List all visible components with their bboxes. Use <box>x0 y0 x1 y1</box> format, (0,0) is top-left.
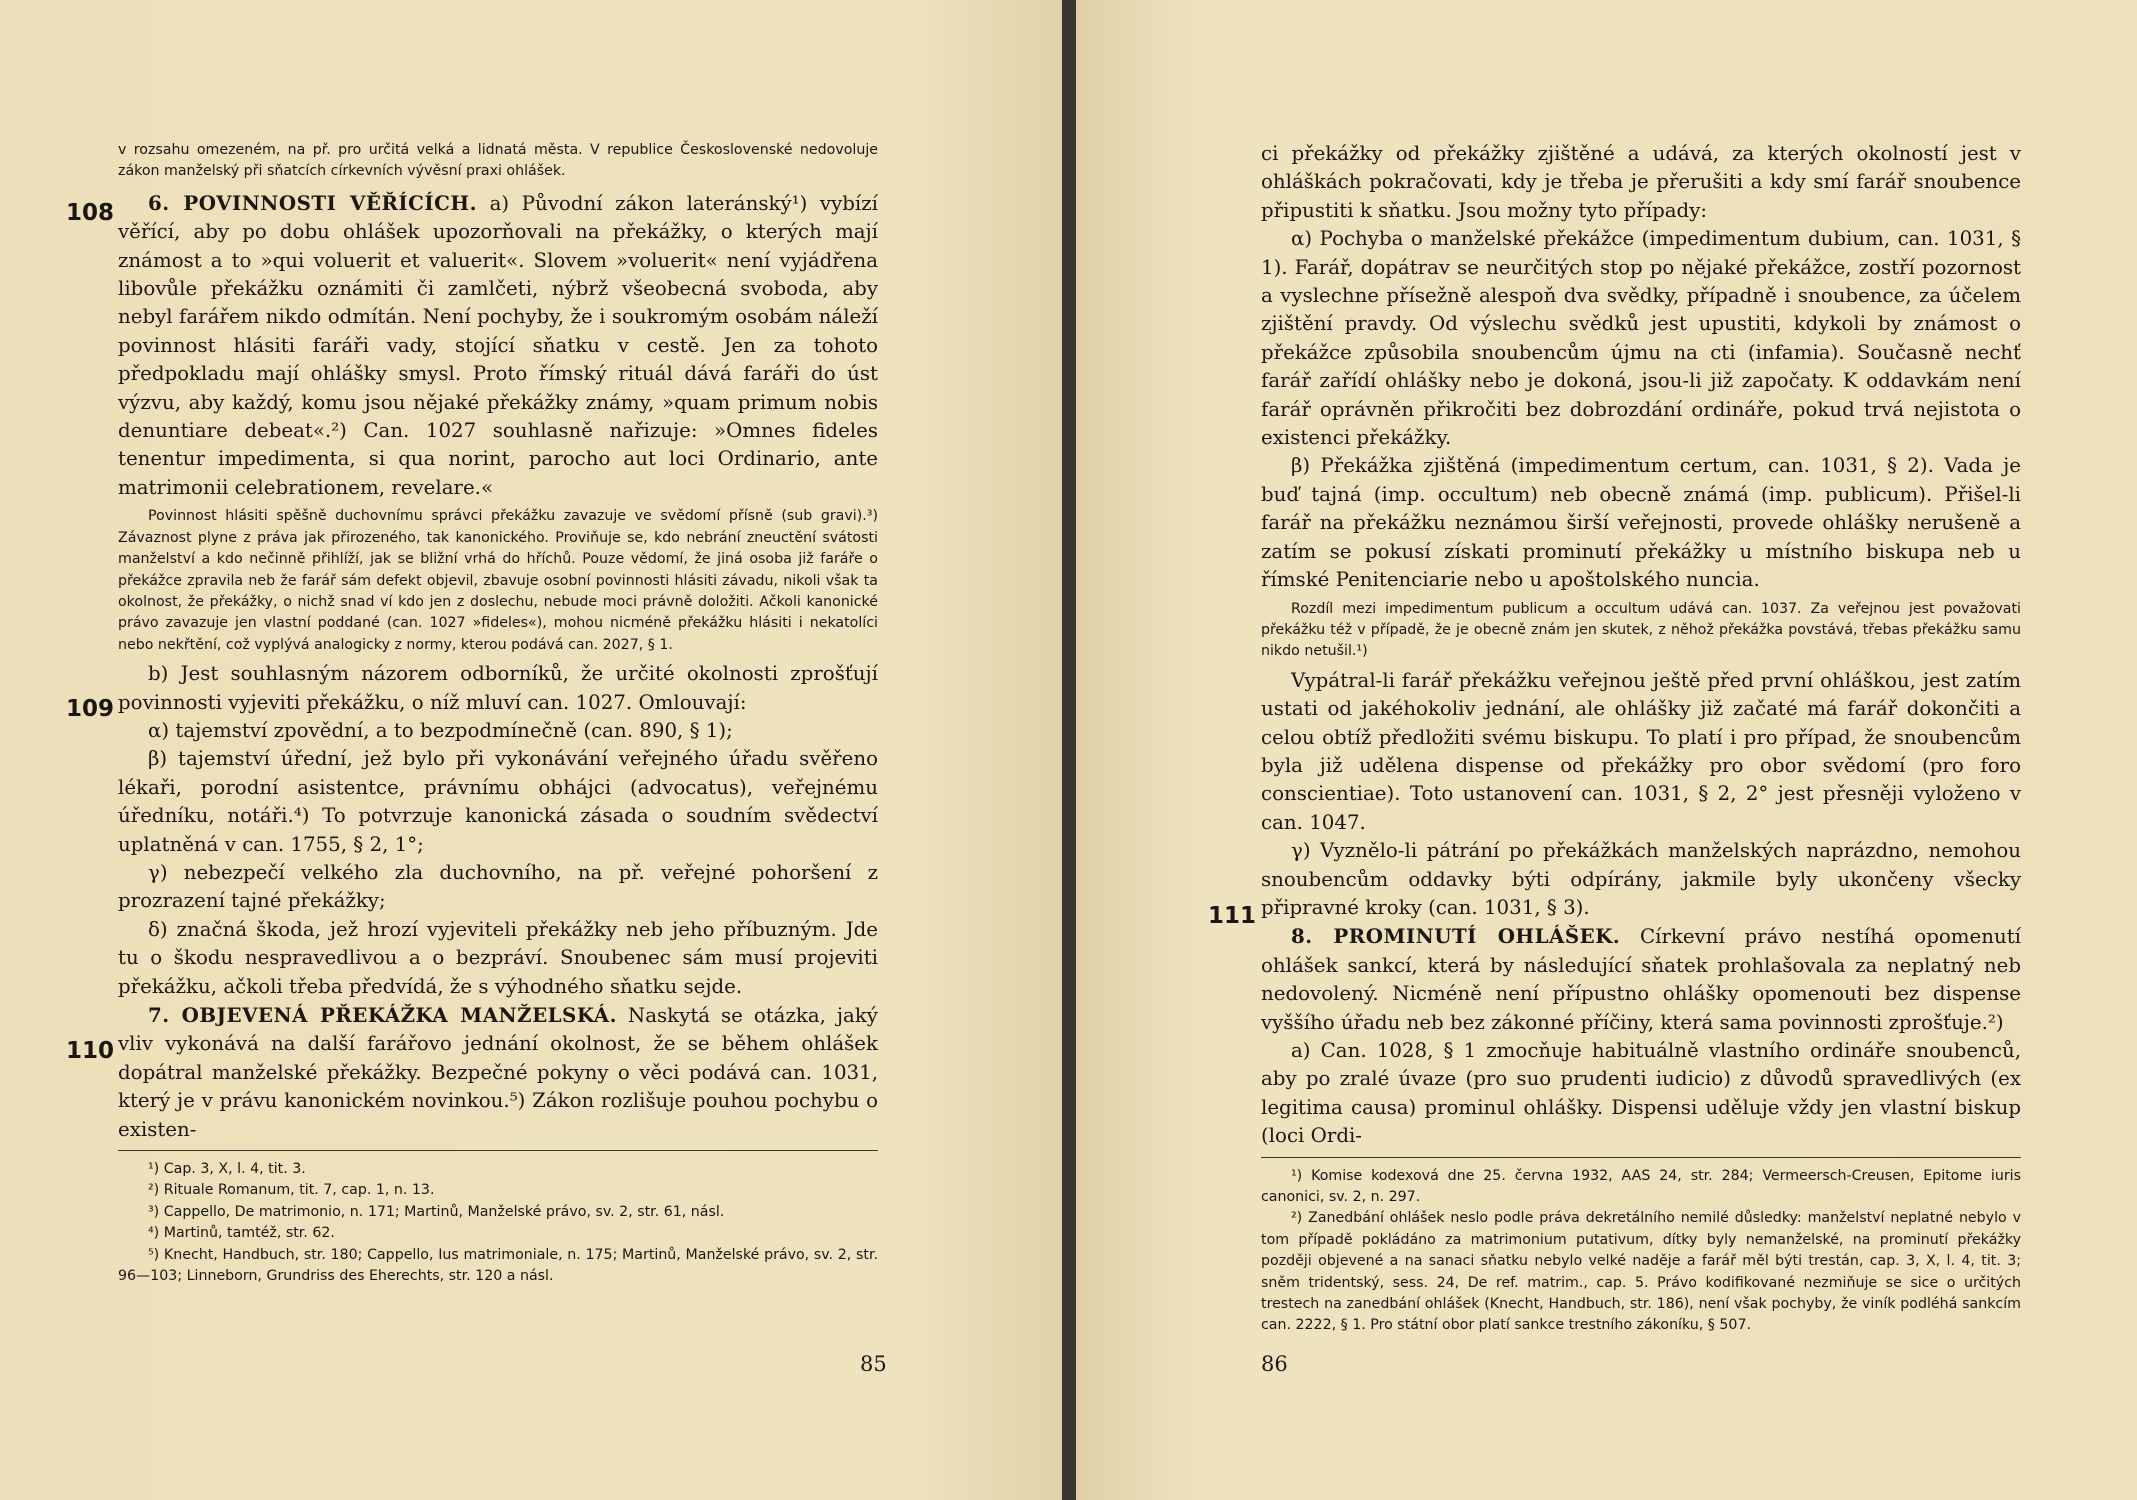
book-gutter <box>1062 0 1076 1500</box>
right-text-column <box>1261 140 2021 1337</box>
section-8a-paragraph: a) Can. 1028, § 1 zmocňuje habituálně vlastního ordináře snoubenců, aby po zralé úvaze (pro suo prudenti iudicio) z důvodů spravedlivých (ex legitima causa) prominul ohlášky. Dispensi uděluje vždy jen vlastní biskup (loci Ordi- <box>1261 1039 2021 1148</box>
intro-paragraph: v rozsahu omezeném, na př. pro určitá velká a lidnatá města. V republice Československé nedovoluje zákon manželský při sňatcích církevních vývěsní praxi ohlášek. <box>118 142 878 180</box>
section-6-paragraph <box>118 189 878 502</box>
paragraph-public-impediment: Vypátral-li farář překážku veřejnou ještě před první ohláškou, jest zatím ustati od jakéhokoliv jednání, ale ohlášky již začaté má farář dokončiti a celou obtíž předložiti svému biskupu. To platí i pro případ, že snoubencům byla již udělena dispense od překážky pro obor svědomí (pro foro conscientiae). Toto ustanovení can. 1031, § 2, 2° jest přesněji vyloženo v can. 1047. <box>1261 668 2021 834</box>
section-7-text: Naskytá se otázka, jaký vliv vykonává na další farářovo jednání okolnost, že se během ohlášek dopátral manželské překážky. Bezpečné pokyny o věci podává can. 1031, který je v právu kanonickém novinkou.⁵) Zákon rozlišuje pouhou pochybu o existen- <box>118 1004 878 1141</box>
footnote-4: ⁴) Martinů, tamtéž, str. 62. <box>148 1225 335 1242</box>
left-page <box>0 0 1062 1500</box>
left-text-column <box>118 140 878 1287</box>
continuation-paragraph: ci překážky od překážky zjištěné a udává, za kterých okolností jest v ohláškách pokračovati, kdy je třeba je přerušiti a kdy smí farář snoubence připustiti k sňatku. Jsou možny tyto případy: <box>1261 142 2021 222</box>
right-small-print: Rozdíl mezi impedimentum publicum a occultum udává can. 1037. Za veřejnou jest považovati překážku též v případě, že je obecně znám jen skutek, z něhož překážka povstává, třebas překážku samu nikdo netušil.¹) <box>1261 600 2021 660</box>
footnote-right-1: ¹) Komise kodexová dne 25. června 1932, AAS 24, str. 284; Vermeersch-Creusen, Epitome iuris canonici, sv. 2, n. 297. <box>1261 1167 2021 1206</box>
right-page <box>1076 0 2137 1500</box>
margin-number-111: 111 <box>1208 903 1257 929</box>
footnote-1: ¹) Cap. 3, X, l. 4, tit. 3. <box>148 1161 306 1178</box>
footnote-rule-right <box>1261 1157 2021 1158</box>
list-item-gamma: γ) nebezpečí velkého zla duchovního, na př. veřejné pohoršení z prozrazení tajné překážky; <box>118 860 878 913</box>
case-alpha-paragraph: α) Pochyba o manželské překážce (impedimentum dubium, can. 1031, § 1). Farář, dopátrav se neurčitých stop po nějaké překážce, zostří pozornost a vyslechne přísežně alespoň dva svědky, případně i snoubence, za účelem zjištění pravdy. Od výslechu svědků jest upustiti, kdykoli by známost o překážce způsobila snoubencům újmu na cti (infamia). Současně nechť farář zařídí ohlášky nebo je dokoná, jsou-li již započaty. K oddavkám není farář oprávněn přikročiti bez dobrozdání ordináře, pokud trvá nejistota o existenci překážky. <box>1261 227 2021 450</box>
footnote-3: ³) Cappello, De matrimonio, n. 171; Martinů, Manželské právo, sv. 2, str. 61, násl. <box>148 1203 725 1220</box>
list-item-beta: β) tajemství úřední, jež bylo při vykonávání veřejného úřadu svěřeno lékaři, porodní asistentce, právnímu obhájci (advocatus), veřejnému úředníku, notáři.⁴) To potvrzuje kanonická zásada o soudním svědectví uplatněná v can. 1755, § 2, 1°; <box>118 747 878 856</box>
section-6-small-print: Povinnost hlásiti spěšně duchovnímu správci překážku zavazuje ve svědomí přísně (sub gravi).³) Závaznost plyne z práva jak přirozeného, tak kanonického. Proviňuje se, kdo nebrání zneuctění svátosti manželství a kdo nečinně přihlíží, jak se bližní vrhá do hříchů. Pouze vědomí, že jiná osoba již faráře o překážce zpravila neb že farář sám defekt objevil, zbavuje osobní povinnosti hlásiti závadu, nikoli však ta okolnost, že překážky, o nichž snad ví kdo jen z doslechu, nebude moci právně doložiti. Ačkoli kanonické právo zavazuje jen vlastní poddané (can. 1027 »fideles«), mohou nicméně překážku hlásiti i nekatolíci nebo nekřtění, což vyplývá analogicky z normy, kterou podává can. 2027, § 1. <box>118 508 878 653</box>
footnote-2: ²) Rituale Romanum, tit. 7, cap. 1, n. 13. <box>148 1182 435 1199</box>
section-6b-paragraph: b) Jest souhlasným názorem odborníků, že určité okolnosti zprošťují povinnosti vyjeviti překážku, o níž mluví can. 1027. Omlouvají: <box>118 662 878 714</box>
margin-number-109: 109 <box>66 696 115 722</box>
footnote-5: ⁵) Knecht, Handbuch, str. 180; Cappello, Ius matrimoniale, n. 175; Martinů, Manželské právo, sv. 2, str. 96—103; Linneborn, Grundriss des Eherechts, str. 120 a násl. <box>118 1246 878 1285</box>
section-8-text: Církevní právo nestíhá opomenutí ohlášek sankcí, která by následující sňatek prohlašovala za neplatný neb nedovolený. Nicméně není přípustno ohlášky opomenouti bez dispense vyššího úřadu neb bez zákonné příčiny, která sama povinnosti zprošťuje.²) <box>1261 925 2022 1034</box>
margin-number-110: 110 <box>66 1038 115 1064</box>
list-item-delta: δ) značná škoda, jež hrozí vyjeviteli překážky neb jeho příbuzným. Jde tu o škodu nespravedlivou a o bezpráví. Snoubenec sám musí projeviti překážku, ačkoli třeba předvídá, že s výhodného sňatku sejde. <box>118 917 878 998</box>
case-beta-paragraph: β) Překážka zjištěná (impedimentum certum, can. 1031, § 2). Vada je buď tajná (imp. occultum) neb obecně známá (imp. publicum). Přišel-li farář na překážku neznámou širší veřejnosti, provede ohlášky nerušeně a zatím se pokusí získati prominutí překážky u místního biskupa neb u římské Penitenciarie nebo u apoštolského nuncia. <box>1261 454 2021 592</box>
section-7-heading: 7. OBJEVENÁ PŘEKÁŽKA MANŽELSKÁ. <box>148 1003 617 1027</box>
page-number-left: 85 <box>860 1352 887 1376</box>
section-6-text: a) Původní zákon lateránský¹) vybízí věřící, aby po dobu ohlášek upozorňovali na překážky, o kterých mají známost a to »qui voluerit et valuerit«. Slovem »voluerit« není vyjádřena libovůle překážku oznámiti či zamlčeti, nýbrž všeobecná svoboda, aby nebyl farářem nikdo odmítán. Není pochyby, že i soukromým osobám náleží povinnost hlásiti faráři vady, stojící sňatku v cestě. Jen za tohoto předpokladu mají ohlášky smysl. Proto římský rituál dává faráři do úst výzvu, aby každý, komu jsou nějaké překážky známy, »quam primum nobis denuntiare debeat«.²) Can. 1027 souhlasně nařizuje: »Omnes fideles tenentur impedimenta, si qua norint, parocho aut loci Ordinario, ante matrimonii celebrationem, revelare.« <box>118 191 878 499</box>
case-gamma-paragraph: γ) Vyznělo-li pátrání po překážkách manželských naprázdno, nemohou snoubencům oddavky býti odpírány, jakmile byly ukončeny všecky připravné kroky (can. 1031, § 3). <box>1261 839 2021 919</box>
section-8-heading: 8. PROMINUTÍ OHLÁŠEK. <box>1291 924 1621 949</box>
section-7-paragraph <box>118 1001 878 1144</box>
margin-number-108: 108 <box>66 200 115 226</box>
section-6-heading: 6. POVINNOSTI VĚŘÍCÍCH. <box>148 190 477 215</box>
footnote-rule <box>118 1150 878 1151</box>
list-item-alpha: α) tajemství zpovědní, a to bezpodmínečně (can. 890, § 1); <box>148 718 733 742</box>
footnote-right-2: ²) Zanedbání ohlášek neslo podle práva dekretálního nemilé důsledky: manželství neplatné nebylo v tom případě pokládáno za matrimonium putativum, dítky byly nemanželské, na prominutí překážky později objevené a na sanaci sňatku nebylo velké naděje a farář měl býti trestán, cap. 3, X, l. 4, tit. 3; sněm tridentský, sess. 24, De ref. matrim., cap. 5. Právo kodifikované nezmiňuje se sice o určitých trestech na zanedbání ohlášek (Knecht, Handbuch, str. 186), není však pochyby, že viník podléhá sankcím can. 2222, § 1. Pro státní obor platí sankce trestního zákoníku, § 507. <box>1261 1210 2021 1334</box>
section-8-paragraph <box>1261 922 2021 1037</box>
page-number-right: 86 <box>1261 1352 1288 1376</box>
